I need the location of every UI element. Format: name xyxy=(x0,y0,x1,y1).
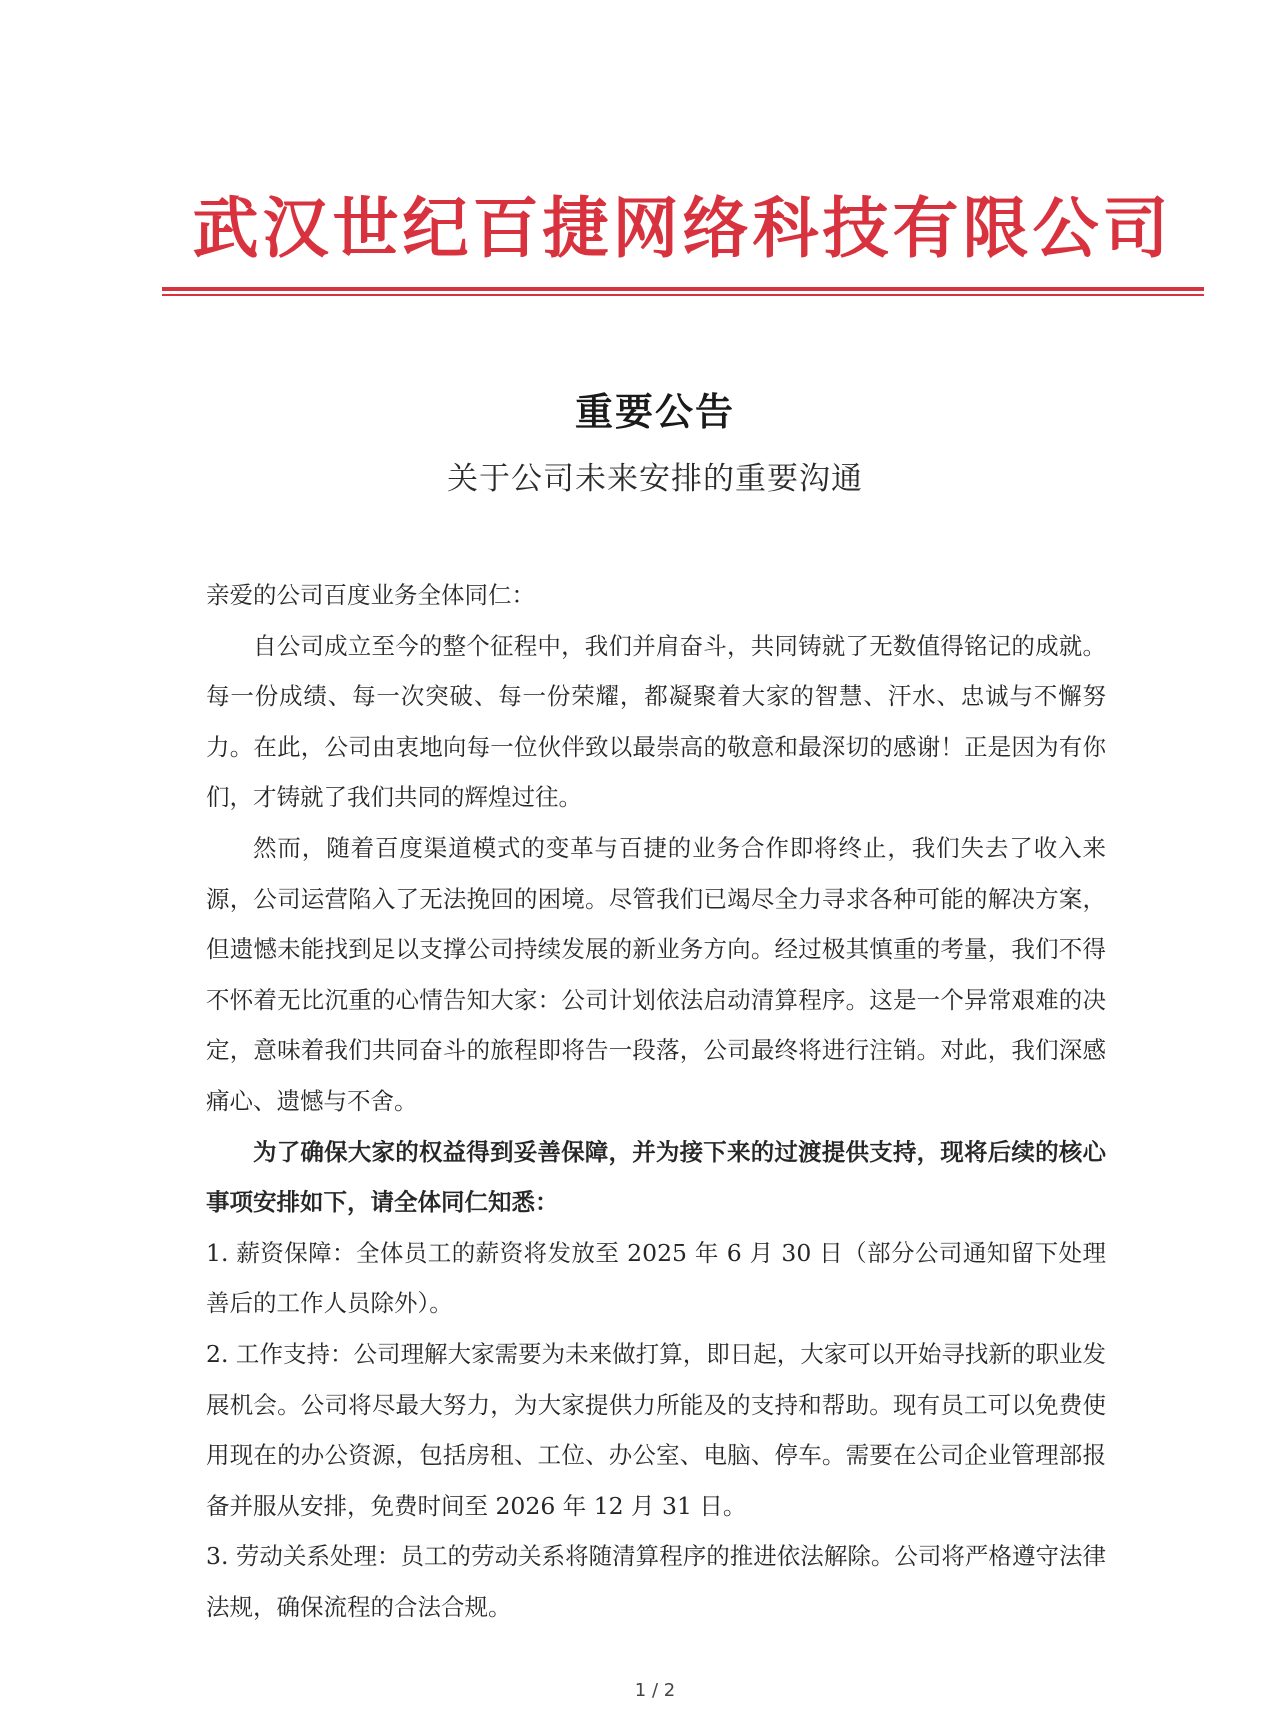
announcement-title: 重要公告 xyxy=(574,389,735,434)
letterhead-rule-thick xyxy=(162,287,1204,291)
announcement-body xyxy=(206,570,1106,1632)
list-item-labor-relations: 3. 劳动关系处理：员工的劳动关系将随清算程序的推进依法解除。公司将严格遵守法律法规，确保流程的合法合规。 xyxy=(206,1542,1106,1621)
announcement-subtitle: 关于公司未来安排的重要沟通 xyxy=(447,461,863,497)
paragraph-gratitude: 自公司成立至今的整个征程中，我们并肩奋斗，共同铸就了无数值得铭记的成就。每一份成绩、每一次突破、每一份荣耀，都凝聚着大家的智慧、汗水、忠诚与不懈努力。在此，公司由衷地向每一位伙伴致以最崇高的敬意和最深切的感谢！正是因为有你们，才铸就了我们共同的辉煌过往。 xyxy=(206,631,1106,812)
paragraph-arrangements-intro: 为了确保大家的权益得到妥善保障，并为接下来的过渡提供支持，现将后续的核心事项安排如下，请全体同仁知悉： xyxy=(206,1137,1106,1217)
salutation: 亲爱的公司百度业务全体同仁： xyxy=(206,581,535,609)
list-item-work-support: 2. 工作支持：公司理解大家需要为未来做打算，即日起，大家可以开始寻找新的职业发展机会。公司将尽最大努力，为大家提供力所能及的支持和帮助。现有员工可以免费使用现在的办公资源，包括房租、工位、办公室、电脑、停车。需要在公司企业管理部报备并服从安排，免费时间至 2026 年 12 月 31 日。 xyxy=(206,1339,1106,1520)
company-letterhead: 武汉世纪百捷网络科技有限公司 xyxy=(192,189,1173,267)
list-item-salary: 1. 薪资保障：全体员工的薪资将发放至 2025 年 6 月 30 日（部分公司通知留下处理善后的工作人员除外）。 xyxy=(206,1238,1106,1318)
letterhead-rule-thin xyxy=(162,294,1204,296)
page-number: 1 / 2 xyxy=(634,1680,676,1701)
paragraph-liquidation: 然而，随着百度渠道模式的变革与百捷的业务合作即将终止，我们失去了收入来源，公司运营陷入了无法挽回的困境。尽管我们已竭尽全力寻求各种可能的解决方案，但遗憾未能找到足以支撑公司持续发展的新业务方向。经过极其慎重的考量，我们不得不怀着无比沉重的心情告知大家：公司计划依法启动清算程序。这是一个异常艰难的决定，意味着我们共同奋斗的旅程即将告一段落，公司最终将进行注销。对此，我们深感痛心、遗憾与不舍。 xyxy=(206,833,1106,1115)
